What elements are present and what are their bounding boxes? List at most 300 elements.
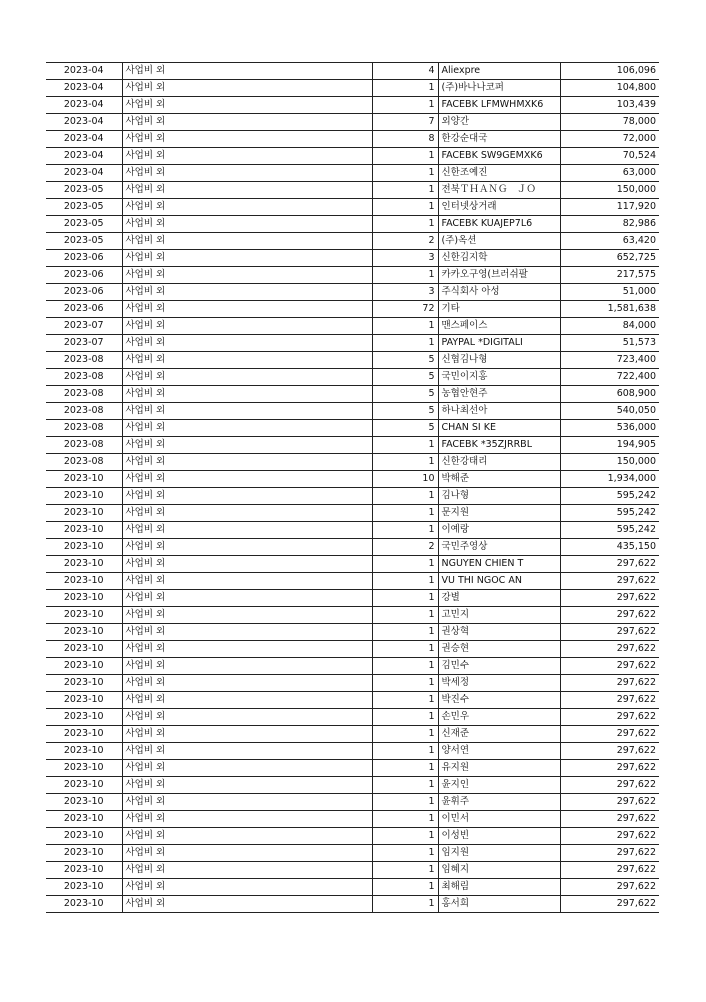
count-cell: 3	[372, 284, 438, 301]
category-cell: 사업비 외	[122, 403, 372, 420]
vendor-cell: 윤휘주	[438, 794, 560, 811]
count-cell: 1	[372, 641, 438, 658]
month-cell: 2023-10	[46, 539, 122, 556]
category-cell: 사업비 외	[122, 590, 372, 607]
vendor-cell: 하나최선아	[438, 403, 560, 420]
category-cell: 사업비 외	[122, 335, 372, 352]
amount-cell: 297,622	[560, 794, 659, 811]
count-cell: 1	[372, 454, 438, 471]
category-cell: 사업비 외	[122, 301, 372, 318]
month-cell: 2023-10	[46, 743, 122, 760]
amount-cell: 117,920	[560, 199, 659, 216]
category-cell: 사업비 외	[122, 454, 372, 471]
amount-cell: 82,986	[560, 216, 659, 233]
category-cell: 사업비 외	[122, 114, 372, 131]
amount-cell: 297,622	[560, 879, 659, 896]
month-cell: 2023-08	[46, 386, 122, 403]
count-cell: 1	[372, 522, 438, 539]
count-cell: 1	[372, 97, 438, 114]
table-row	[46, 658, 659, 675]
amount-cell: 297,622	[560, 760, 659, 777]
amount-cell: 536,000	[560, 420, 659, 437]
vendor-cell: 신재준	[438, 726, 560, 743]
category-cell: 사업비 외	[122, 437, 372, 454]
count-cell: 5	[372, 352, 438, 369]
vendor-cell: 손민우	[438, 709, 560, 726]
table-row	[46, 335, 659, 352]
table-row	[46, 369, 659, 386]
category-cell: 사업비 외	[122, 199, 372, 216]
amount-cell: 540,050	[560, 403, 659, 420]
category-cell: 사업비 외	[122, 250, 372, 267]
table-row	[46, 216, 659, 233]
table-row	[46, 624, 659, 641]
count-cell: 1	[372, 743, 438, 760]
vendor-cell: 김민수	[438, 658, 560, 675]
amount-cell: 297,622	[560, 573, 659, 590]
count-cell: 1	[372, 573, 438, 590]
category-cell: 사업비 외	[122, 573, 372, 590]
month-cell: 2023-04	[46, 114, 122, 131]
vendor-cell: 신협김나형	[438, 352, 560, 369]
month-cell: 2023-05	[46, 216, 122, 233]
vendor-cell: 이예랑	[438, 522, 560, 539]
month-cell: 2023-04	[46, 80, 122, 97]
count-cell: 1	[372, 590, 438, 607]
month-cell: 2023-10	[46, 811, 122, 828]
amount-cell: 78,000	[560, 114, 659, 131]
amount-cell: 435,150	[560, 539, 659, 556]
month-cell: 2023-10	[46, 488, 122, 505]
table-row	[46, 590, 659, 607]
vendor-cell: 이성빈	[438, 828, 560, 845]
month-cell: 2023-10	[46, 573, 122, 590]
category-cell: 사업비 외	[122, 624, 372, 641]
table-row	[46, 862, 659, 879]
count-cell: 1	[372, 488, 438, 505]
category-cell: 사업비 외	[122, 845, 372, 862]
category-cell: 사업비 외	[122, 148, 372, 165]
amount-cell: 297,622	[560, 743, 659, 760]
vendor-cell: 신한강태리	[438, 454, 560, 471]
count-cell: 1	[372, 165, 438, 182]
count-cell: 1	[372, 777, 438, 794]
amount-cell: 297,622	[560, 556, 659, 573]
vendor-cell: CHAN SI KE	[438, 420, 560, 437]
category-cell: 사업비 외	[122, 369, 372, 386]
month-cell: 2023-10	[46, 590, 122, 607]
amount-cell: 1,581,638	[560, 301, 659, 318]
count-cell: 1	[372, 556, 438, 573]
count-cell: 1	[372, 80, 438, 97]
category-cell: 사업비 외	[122, 471, 372, 488]
category-cell: 사업비 외	[122, 284, 372, 301]
table-row	[46, 896, 659, 913]
vendor-cell: 양서연	[438, 743, 560, 760]
category-cell: 사업비 외	[122, 318, 372, 335]
count-cell: 1	[372, 692, 438, 709]
category-cell: 사업비 외	[122, 743, 372, 760]
month-cell: 2023-07	[46, 335, 122, 352]
table-row	[46, 488, 659, 505]
table-row	[46, 505, 659, 522]
count-cell: 1	[372, 318, 438, 335]
count-cell: 1	[372, 709, 438, 726]
vendor-cell: PAYPAL *DIGITALI	[438, 335, 560, 352]
table-row	[46, 760, 659, 777]
month-cell: 2023-10	[46, 607, 122, 624]
amount-cell: 297,622	[560, 726, 659, 743]
count-cell: 1	[372, 505, 438, 522]
vendor-cell: 강별	[438, 590, 560, 607]
table-row	[46, 148, 659, 165]
table-row	[46, 522, 659, 539]
category-cell: 사업비 외	[122, 692, 372, 709]
table-row	[46, 284, 659, 301]
month-cell: 2023-05	[46, 182, 122, 199]
vendor-cell: 박세정	[438, 675, 560, 692]
vendor-cell: 국민이지홍	[438, 369, 560, 386]
category-cell: 사업비 외	[122, 607, 372, 624]
table-row	[46, 743, 659, 760]
amount-cell: 106,096	[560, 63, 659, 80]
category-cell: 사업비 외	[122, 777, 372, 794]
vendor-cell: 농협안현주	[438, 386, 560, 403]
table-row	[46, 437, 659, 454]
category-cell: 사업비 외	[122, 182, 372, 199]
category-cell: 사업비 외	[122, 811, 372, 828]
vendor-cell: 박해준	[438, 471, 560, 488]
category-cell: 사업비 외	[122, 352, 372, 369]
count-cell: 2	[372, 539, 438, 556]
count-cell: 8	[372, 131, 438, 148]
vendor-cell: 김나형	[438, 488, 560, 505]
count-cell: 1	[372, 828, 438, 845]
vendor-cell: 홍서희	[438, 896, 560, 913]
vendor-cell: FACEBK KUAJEP7L6	[438, 216, 560, 233]
amount-cell: 297,622	[560, 692, 659, 709]
table-row	[46, 811, 659, 828]
amount-cell: 104,800	[560, 80, 659, 97]
count-cell: 5	[372, 369, 438, 386]
vendor-cell: 박진수	[438, 692, 560, 709]
vendor-cell: FACEBK *35ZJRRBL	[438, 437, 560, 454]
amount-cell: 297,622	[560, 590, 659, 607]
count-cell: 5	[372, 386, 438, 403]
vendor-cell: 이민서	[438, 811, 560, 828]
table-row	[46, 573, 659, 590]
table-row	[46, 301, 659, 318]
amount-cell: 608,900	[560, 386, 659, 403]
count-cell: 3	[372, 250, 438, 267]
vendor-cell: 임지원	[438, 845, 560, 862]
category-cell: 사업비 외	[122, 80, 372, 97]
table-row	[46, 471, 659, 488]
month-cell: 2023-06	[46, 267, 122, 284]
category-cell: 사업비 외	[122, 862, 372, 879]
amount-cell: 1,934,000	[560, 471, 659, 488]
amount-cell: 51,000	[560, 284, 659, 301]
table-row	[46, 726, 659, 743]
month-cell: 2023-10	[46, 692, 122, 709]
month-cell: 2023-10	[46, 845, 122, 862]
month-cell: 2023-10	[46, 641, 122, 658]
category-cell: 사업비 외	[122, 641, 372, 658]
count-cell: 1	[372, 879, 438, 896]
count-cell: 1	[372, 794, 438, 811]
count-cell: 1	[372, 658, 438, 675]
amount-cell: 297,622	[560, 896, 659, 913]
vendor-cell: 권상혁	[438, 624, 560, 641]
count-cell: 1	[372, 607, 438, 624]
vendor-cell: FACEBK SW9GEMXK6	[438, 148, 560, 165]
amount-cell: 722,400	[560, 369, 659, 386]
vendor-cell: 권승현	[438, 641, 560, 658]
category-cell: 사업비 외	[122, 658, 372, 675]
amount-cell: 84,000	[560, 318, 659, 335]
category-cell: 사업비 외	[122, 267, 372, 284]
count-cell: 1	[372, 811, 438, 828]
amount-cell: 150,000	[560, 454, 659, 471]
amount-cell: 297,622	[560, 709, 659, 726]
vendor-cell: 신한조예진	[438, 165, 560, 182]
amount-cell: 63,420	[560, 233, 659, 250]
vendor-cell: 카카오구영(브러쉬팔	[438, 267, 560, 284]
count-cell: 1	[372, 862, 438, 879]
table-row	[46, 777, 659, 794]
amount-cell: 297,622	[560, 777, 659, 794]
month-cell: 2023-05	[46, 233, 122, 250]
category-cell: 사업비 외	[122, 539, 372, 556]
amount-cell: 297,622	[560, 607, 659, 624]
table-row	[46, 403, 659, 420]
month-cell: 2023-10	[46, 794, 122, 811]
count-cell: 5	[372, 403, 438, 420]
vendor-cell: 인터넷상거래	[438, 199, 560, 216]
category-cell: 사업비 외	[122, 386, 372, 403]
month-cell: 2023-10	[46, 896, 122, 913]
amount-cell: 297,622	[560, 675, 659, 692]
count-cell: 72	[372, 301, 438, 318]
category-cell: 사업비 외	[122, 216, 372, 233]
vendor-cell: FACEBK LFMWHMXK6	[438, 97, 560, 114]
month-cell: 2023-04	[46, 97, 122, 114]
month-cell: 2023-10	[46, 879, 122, 896]
amount-cell: 297,622	[560, 641, 659, 658]
count-cell: 1	[372, 624, 438, 641]
month-cell: 2023-04	[46, 148, 122, 165]
month-cell: 2023-10	[46, 760, 122, 777]
count-cell: 1	[372, 216, 438, 233]
vendor-cell: Aliexpre	[438, 63, 560, 80]
month-cell: 2023-10	[46, 658, 122, 675]
expense-table	[46, 62, 659, 913]
amount-cell: 297,622	[560, 828, 659, 845]
category-cell: 사업비 외	[122, 879, 372, 896]
table-row	[46, 182, 659, 199]
vendor-cell: 최해림	[438, 879, 560, 896]
category-cell: 사업비 외	[122, 97, 372, 114]
count-cell: 1	[372, 675, 438, 692]
table-row	[46, 250, 659, 267]
count-cell: 1	[372, 335, 438, 352]
amount-cell: 595,242	[560, 488, 659, 505]
amount-cell: 652,725	[560, 250, 659, 267]
amount-cell: 72,000	[560, 131, 659, 148]
month-cell: 2023-10	[46, 556, 122, 573]
table-row	[46, 794, 659, 811]
month-cell: 2023-08	[46, 420, 122, 437]
amount-cell: 297,622	[560, 845, 659, 862]
month-cell: 2023-10	[46, 828, 122, 845]
vendor-cell: (주)옥션	[438, 233, 560, 250]
month-cell: 2023-10	[46, 624, 122, 641]
count-cell: 1	[372, 726, 438, 743]
month-cell: 2023-06	[46, 250, 122, 267]
amount-cell: 595,242	[560, 522, 659, 539]
vendor-cell: 맨스페이스	[438, 318, 560, 335]
month-cell: 2023-08	[46, 369, 122, 386]
month-cell: 2023-08	[46, 403, 122, 420]
table-row	[46, 233, 659, 250]
table-row	[46, 131, 659, 148]
category-cell: 사업비 외	[122, 488, 372, 505]
table-row	[46, 267, 659, 284]
count-cell: 1	[372, 267, 438, 284]
vendor-cell: 한강순대국	[438, 131, 560, 148]
count-cell: 1	[372, 896, 438, 913]
count-cell: 7	[372, 114, 438, 131]
vendor-cell: VU THI NGOC AN	[438, 573, 560, 590]
count-cell: 1	[372, 760, 438, 777]
category-cell: 사업비 외	[122, 675, 372, 692]
amount-cell: 595,242	[560, 505, 659, 522]
amount-cell: 150,000	[560, 182, 659, 199]
amount-cell: 297,622	[560, 624, 659, 641]
vendor-cell: 외양간	[438, 114, 560, 131]
category-cell: 사업비 외	[122, 760, 372, 777]
table-row	[46, 607, 659, 624]
vendor-cell: 문지원	[438, 505, 560, 522]
amount-cell: 70,524	[560, 148, 659, 165]
table-row	[46, 828, 659, 845]
month-cell: 2023-05	[46, 199, 122, 216]
table-row	[46, 709, 659, 726]
month-cell: 2023-10	[46, 675, 122, 692]
amount-cell: 103,439	[560, 97, 659, 114]
table-row	[46, 80, 659, 97]
month-cell: 2023-10	[46, 471, 122, 488]
table-row	[46, 318, 659, 335]
vendor-cell: 임혜지	[438, 862, 560, 879]
count-cell: 1	[372, 437, 438, 454]
category-cell: 사업비 외	[122, 165, 372, 182]
amount-cell: 63,000	[560, 165, 659, 182]
amount-cell: 297,622	[560, 811, 659, 828]
month-cell: 2023-04	[46, 63, 122, 80]
category-cell: 사업비 외	[122, 131, 372, 148]
count-cell: 2	[372, 233, 438, 250]
month-cell: 2023-08	[46, 352, 122, 369]
vendor-cell: 국민주영상	[438, 539, 560, 556]
expense-table-body	[46, 63, 659, 913]
category-cell: 사업비 외	[122, 505, 372, 522]
count-cell: 1	[372, 845, 438, 862]
amount-cell: 723,400	[560, 352, 659, 369]
table-row	[46, 199, 659, 216]
month-cell: 2023-06	[46, 284, 122, 301]
vendor-cell: 전북ＴＨＡＮＧ ＪＯ	[438, 182, 560, 199]
category-cell: 사업비 외	[122, 828, 372, 845]
vendor-cell: 고민지	[438, 607, 560, 624]
month-cell: 2023-10	[46, 709, 122, 726]
category-cell: 사업비 외	[122, 522, 372, 539]
table-row	[46, 97, 659, 114]
table-row	[46, 386, 659, 403]
vendor-cell: NGUYEN CHIEN T	[438, 556, 560, 573]
category-cell: 사업비 외	[122, 63, 372, 80]
month-cell: 2023-10	[46, 522, 122, 539]
vendor-cell: 신한김지학	[438, 250, 560, 267]
amount-cell: 51,573	[560, 335, 659, 352]
count-cell: 5	[372, 420, 438, 437]
month-cell: 2023-04	[46, 131, 122, 148]
category-cell: 사업비 외	[122, 709, 372, 726]
category-cell: 사업비 외	[122, 556, 372, 573]
category-cell: 사업비 외	[122, 420, 372, 437]
month-cell: 2023-06	[46, 301, 122, 318]
table-row	[46, 420, 659, 437]
count-cell: 1	[372, 182, 438, 199]
table-row	[46, 692, 659, 709]
amount-cell: 194,905	[560, 437, 659, 454]
month-cell: 2023-10	[46, 777, 122, 794]
month-cell: 2023-04	[46, 165, 122, 182]
table-row	[46, 165, 659, 182]
table-row	[46, 879, 659, 896]
category-cell: 사업비 외	[122, 794, 372, 811]
table-row	[46, 539, 659, 556]
month-cell: 2023-07	[46, 318, 122, 335]
month-cell: 2023-10	[46, 726, 122, 743]
vendor-cell: (주)바나나코퍼	[438, 80, 560, 97]
table-row	[46, 675, 659, 692]
category-cell: 사업비 외	[122, 896, 372, 913]
count-cell: 4	[372, 63, 438, 80]
category-cell: 사업비 외	[122, 233, 372, 250]
month-cell: 2023-08	[46, 454, 122, 471]
vendor-cell: 윤지인	[438, 777, 560, 794]
table-row	[46, 454, 659, 471]
table-row	[46, 641, 659, 658]
table-row	[46, 63, 659, 80]
table-row	[46, 114, 659, 131]
count-cell: 10	[372, 471, 438, 488]
month-cell: 2023-10	[46, 505, 122, 522]
count-cell: 1	[372, 148, 438, 165]
month-cell: 2023-10	[46, 862, 122, 879]
amount-cell: 217,575	[560, 267, 659, 284]
category-cell: 사업비 외	[122, 726, 372, 743]
count-cell: 1	[372, 199, 438, 216]
table-row	[46, 556, 659, 573]
vendor-cell: 유지원	[438, 760, 560, 777]
amount-cell: 297,622	[560, 658, 659, 675]
table-row	[46, 352, 659, 369]
vendor-cell: 기타	[438, 301, 560, 318]
amount-cell: 297,622	[560, 862, 659, 879]
month-cell: 2023-08	[46, 437, 122, 454]
